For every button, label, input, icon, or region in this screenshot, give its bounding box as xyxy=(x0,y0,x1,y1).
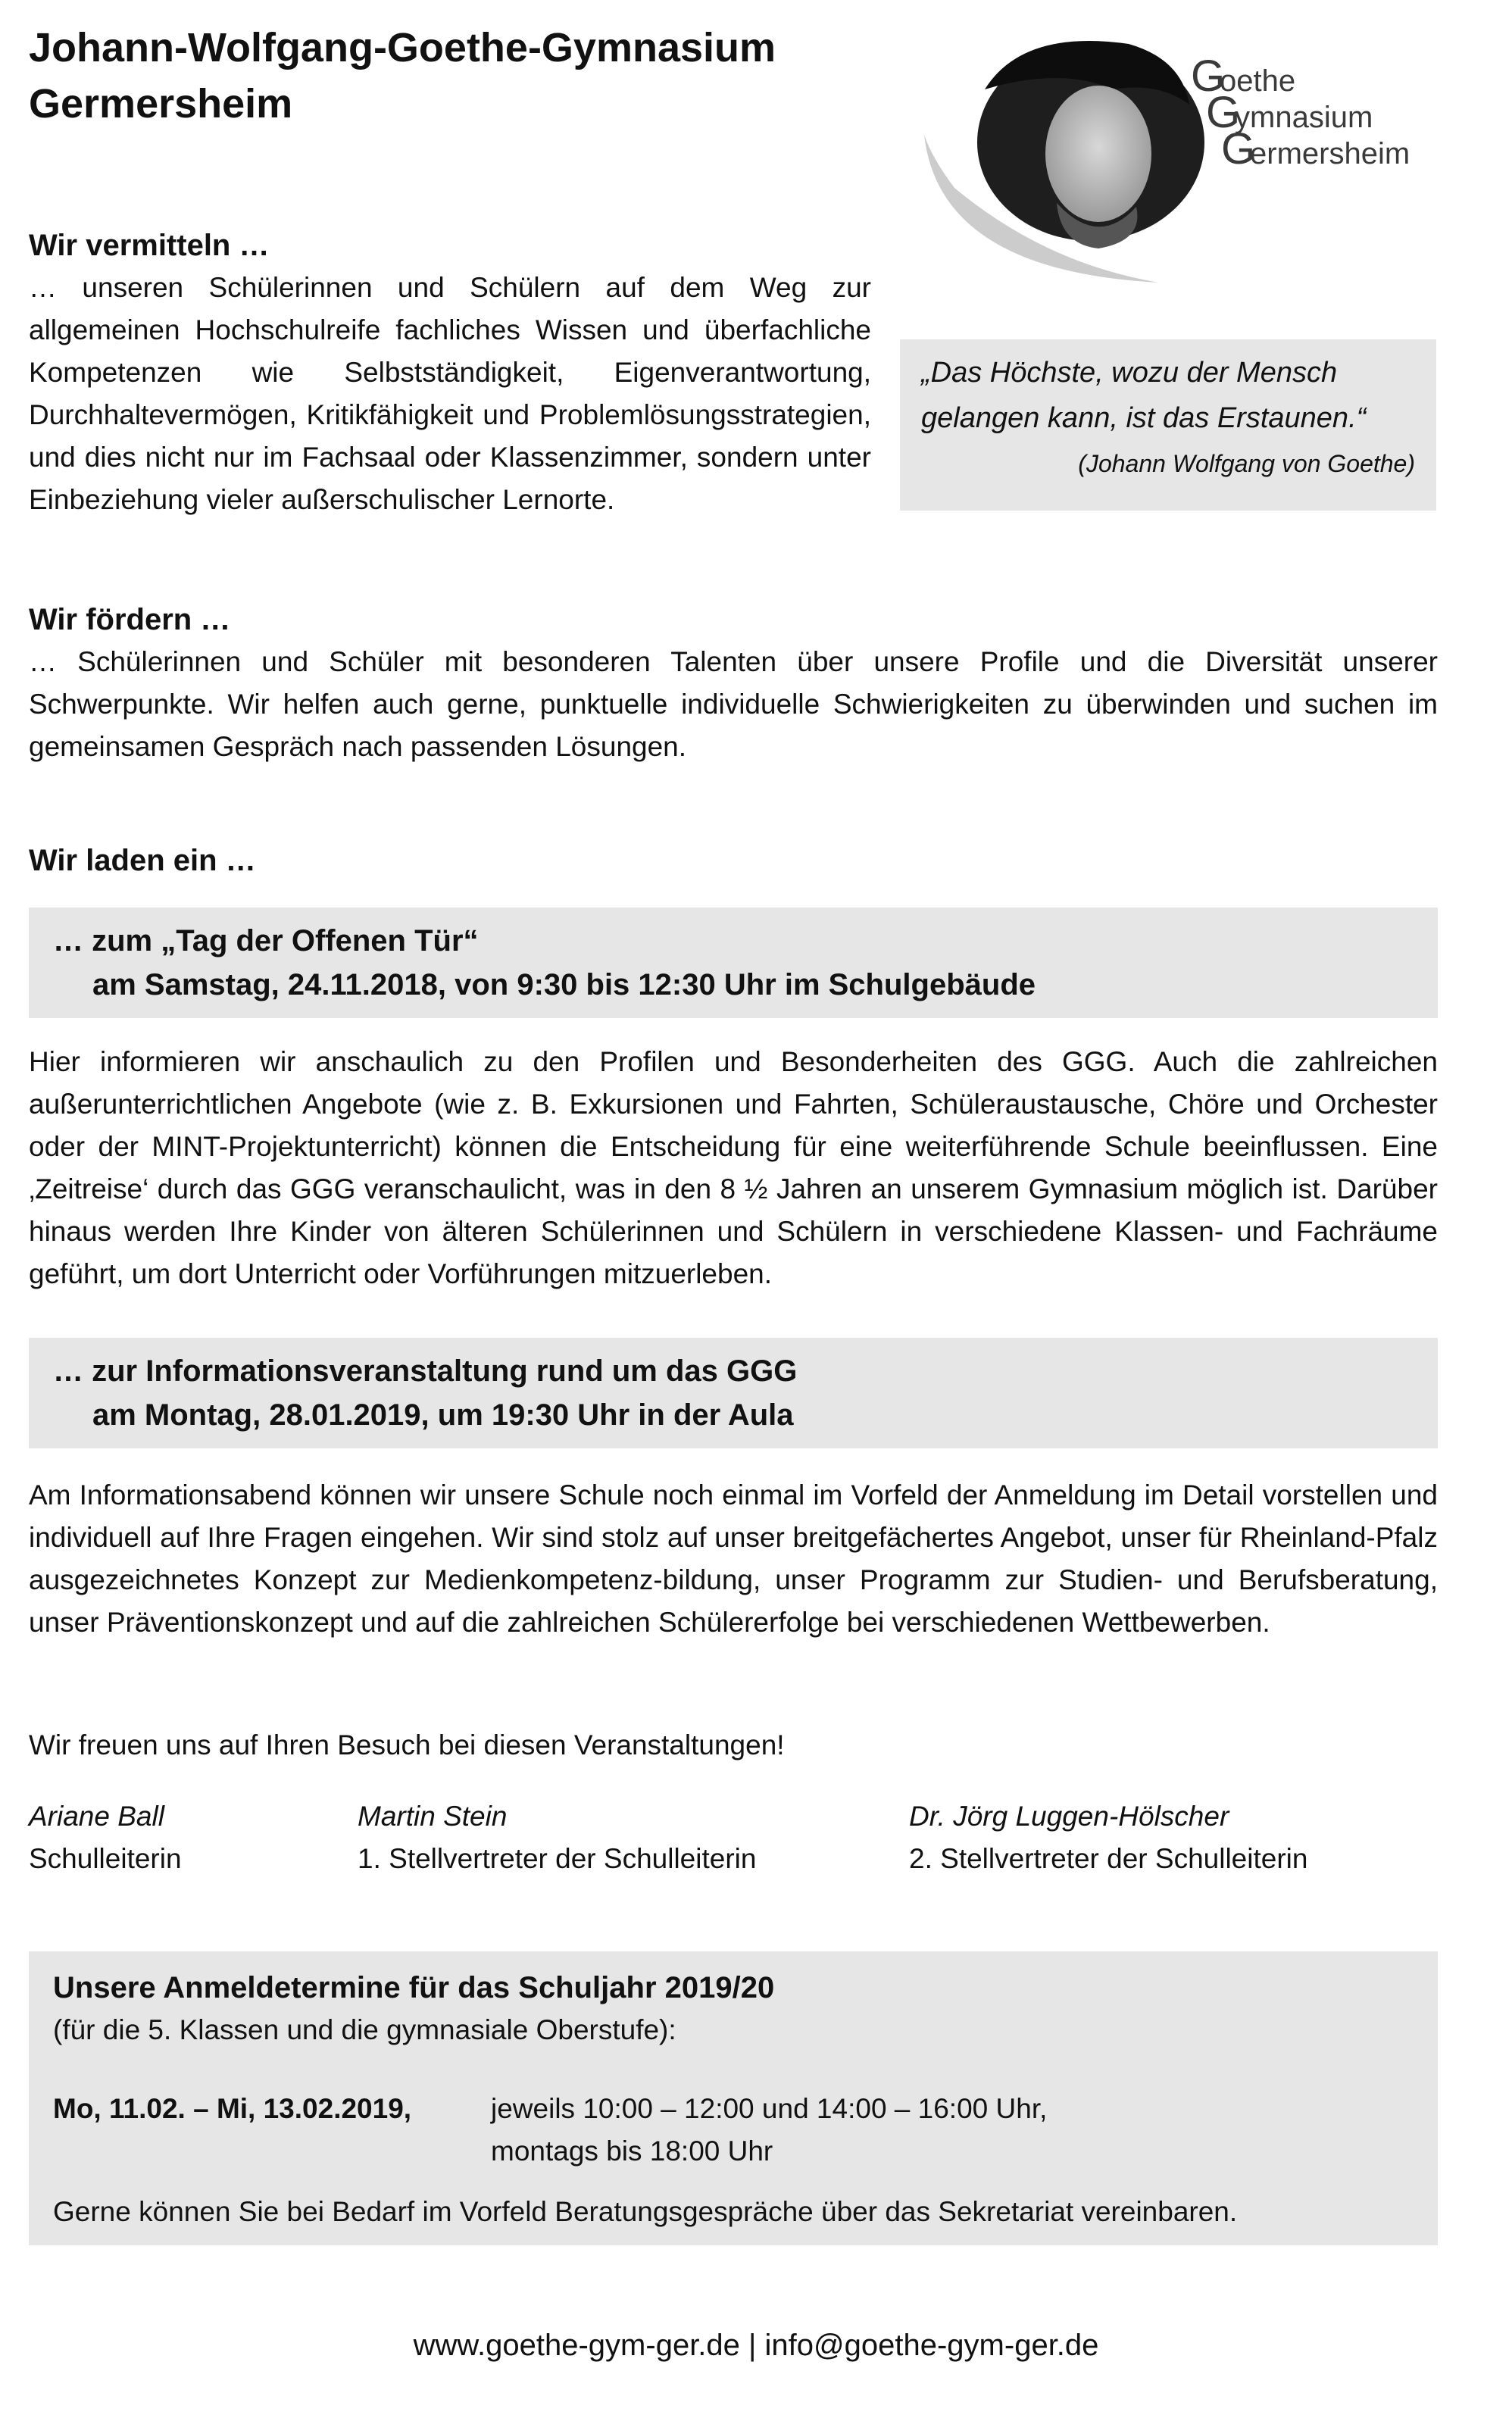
quote-box xyxy=(900,339,1436,511)
event-open-day-date: am Samstag, 24.11.2018, von 9:30 bis 12:30 Uhr im Schulgebäude xyxy=(92,968,1036,1001)
footer-contact xyxy=(0,2323,1512,2368)
signature-name: Dr. Jörg Luggen-Hölscher xyxy=(909,1801,1229,1832)
heading-einladen: Wir laden ein … xyxy=(29,844,256,877)
registration-box xyxy=(29,1951,1438,2245)
event-info-evening-date: am Montag, 28.01.2019, um 19:30 Uhr in der Aula xyxy=(92,1398,794,1432)
logo-text-line3: ermersheim xyxy=(1250,137,1410,170)
logo-face xyxy=(1045,86,1151,222)
registration-times xyxy=(491,2088,1047,2173)
event-info-evening-box xyxy=(29,1338,1438,1448)
registration-note: Gerne können Sie bei Bedarf im Vorfeld Beratungsgespräche über das Sekretariat vereinbaren. xyxy=(53,2196,1238,2227)
signature-block xyxy=(358,1795,756,1880)
registration-dates: Mo, 11.02. – Mi, 13.02.2019, xyxy=(53,2093,412,2124)
school-logo xyxy=(909,21,1432,294)
school-title-line1: Johann-Wolfgang-Goethe-Gymnasium xyxy=(29,25,776,70)
quote-text: „Das Höchste, wozu der Mensch gelangen kann, ist das Erstaunen.“ xyxy=(921,357,1367,434)
signature-block xyxy=(29,1795,182,1880)
website-link[interactable]: www.goethe-gym-ger.de xyxy=(413,2329,740,2362)
paragraph-foerdern: … Schülerinnen und Schüler mit besonderen Talenten über unsere Profile und die Diversität unserer Schwerpunkte. Wir helfen auch gerne, punktuelle individuelle Schwierigkeiten zu überwinden und suchen im gemeinsamen Gespräch nach passenden Lösungen. xyxy=(29,646,1438,762)
paragraph-open-day: Hier informieren wir anschaulich zu den Profilen und Besonderheiten des GGG. Auch die zahlreichen außerunterrichtlichen Angebote (wie z. B. Exkursionen und Fahrten, Schüleraustausche, Chöre und Orchester oder der MINT-Projektunterricht) können die Entscheidung für eine weiterführende Schule beeinflussen. Eine ‚Zeitreise‘ durch das GGG veranschaulicht, was in den 8 ½ Jahren an unserem Gymnasium möglich ist. Darüber hinaus werden Ihre Kinder von älteren Schülerinnen und Schülern in verschiedene Klassen- und Fachräume geführt, um dort Unterricht oder Vorführungen mitzuerleben. xyxy=(29,1046,1438,1289)
closing-sentence: Wir freuen uns auf Ihren Besuch bei diesen Veranstaltungen! xyxy=(29,1729,785,1760)
school-title-line2: Germersheim xyxy=(29,81,293,127)
heading-foerdern: Wir fördern … xyxy=(29,603,231,636)
signature-block xyxy=(909,1795,1307,1880)
heading-vermitteln: Wir vermitteln … xyxy=(29,229,270,262)
logo-letter-g3: G xyxy=(1221,124,1256,173)
registration-subtitle: (für die 5. Klassen und die gymnasiale Oberstufe): xyxy=(53,2014,676,2045)
quote-author: (Johann Wolfgang von Goethe) xyxy=(1078,450,1415,477)
paragraph-vermitteln: … unseren Schülerinnen und Schülern auf dem Weg zur allgemeinen Hochschulreife fachliches Wissen und überfachliche Kompetenzen wie Selbstständigkeit, Eigenverantwortung, Durchhaltevermögen, Kritikfähigkeit und Problemlösungsstrategien, und dies nicht nur im Fachsaal oder Klassenzimmer, sondern unter Einbeziehung vieler außerschulischer Lernorte. xyxy=(29,272,871,515)
email-link[interactable]: info@goethe-gym-ger.de xyxy=(764,2329,1099,2362)
signature-role: 1. Stellvertreter der Schulleiterin xyxy=(358,1843,757,1874)
signature-name: Martin Stein xyxy=(358,1801,508,1832)
signature-role: 2. Stellvertreter der Schulleiterin xyxy=(909,1843,1308,1874)
logo-letter-g2: G xyxy=(1206,88,1241,137)
paragraph-info-evening: Am Informationsabend können wir unsere Schule noch einmal im Vorfeld der Anmeldung im Detail vorstellen und individuell auf Ihre Fragen eingehen. Wir sind stolz auf unser breitgefächertes Angebot, unser für Rheinland-Pfalz ausgezeichnetes Konzept zur Medienkompetenz-bildung, unser Programm zur Studien- und Berufsberatung, unser Präventionskonzept und auf die zahlreichen Schülererfolge bei verschiedenen Wettbewerben. xyxy=(29,1479,1438,1638)
logo-text-line1: oethe xyxy=(1220,64,1296,98)
footer-separator: | xyxy=(748,2329,757,2362)
signature-name: Ariane Ball xyxy=(29,1801,164,1832)
event-open-day-title: … zum „Tag der Offenen Tür“ xyxy=(53,924,479,958)
logo-text-line2: ymnasium xyxy=(1235,101,1373,134)
school-title xyxy=(29,20,862,132)
event-open-day-box xyxy=(29,908,1438,1018)
registration-times-line2: montags bis 18:00 Uhr xyxy=(491,2135,773,2167)
registration-times-line1: jeweils 10:00 – 12:00 und 14:00 – 16:00 Uhr, xyxy=(491,2093,1048,2124)
logo-letter-g1: G xyxy=(1191,52,1226,101)
registration-title: Unsere Anmeldetermine für das Schuljahr 2019/20 xyxy=(53,1971,775,2004)
event-info-evening-title: … zur Informationsveranstaltung rund um das GGG xyxy=(53,1354,798,1388)
signature-role: Schulleiterin xyxy=(29,1843,182,1874)
